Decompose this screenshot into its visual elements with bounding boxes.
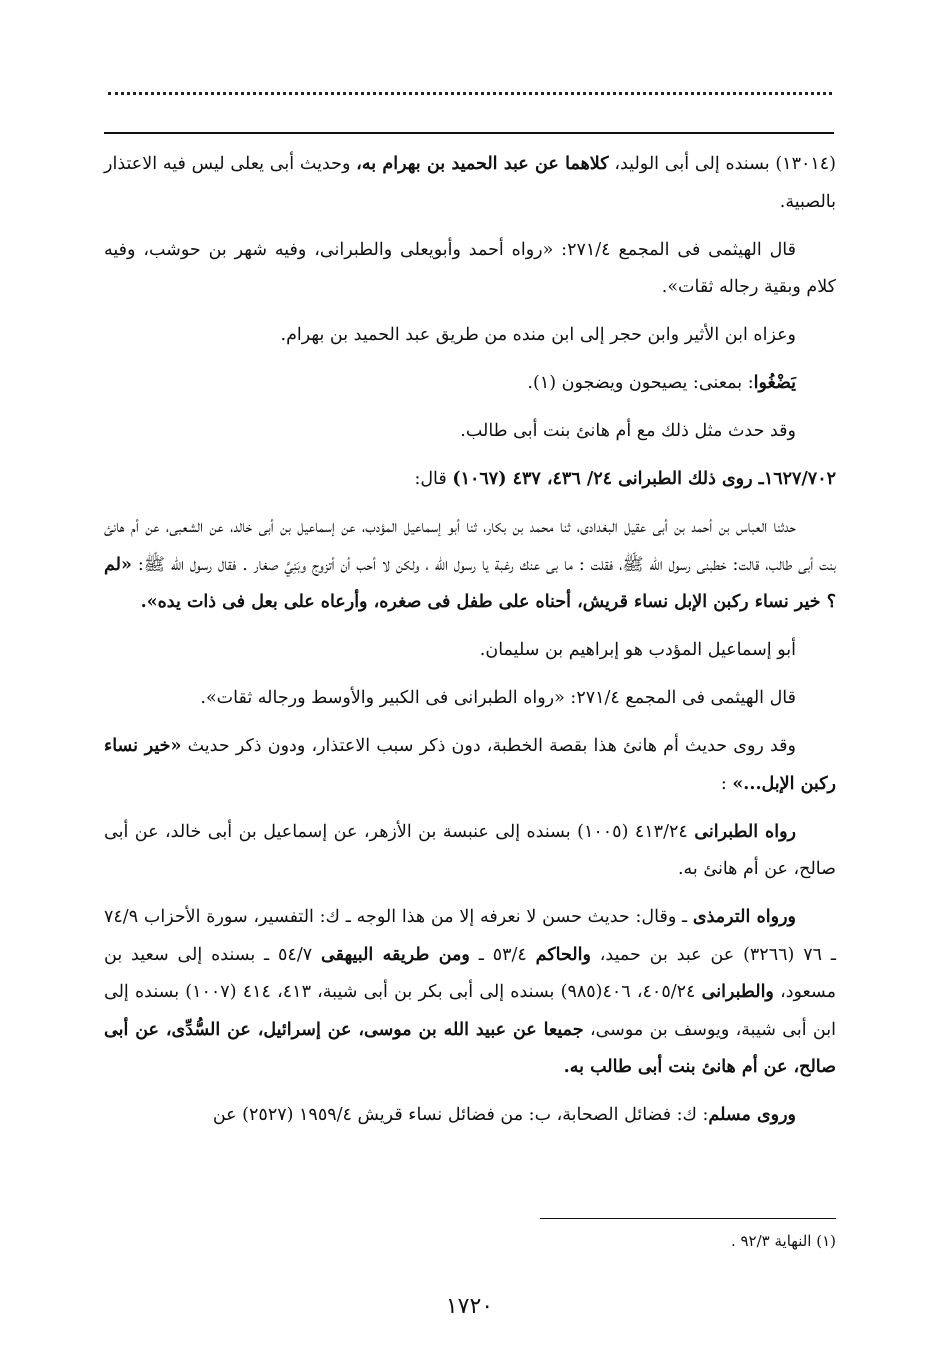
- bold-text: ورواه الترمذى: [692, 907, 796, 927]
- paragraph: [104, 680, 836, 718]
- paragraph: [104, 1097, 836, 1135]
- text-run: حدثنا العباس بن أحمد بن أبى عقيل البغدادى، ثنا محمد بن بكار، ثنا أبو إسماعيل المؤدب، عن إسماعيل بن أبى خالد، عن الشعبى، عن أم هانئ بنت أبى طالب، قالت: خطبنى رسول الله ﷺ، فقلت : ما بى عنك رغبة يا رسول الله ، ولكن لا أحب أن أتزوج وبَنِيَّ صغار . فقال رسول الله ﷺ:: [104, 517, 836, 575]
- paragraph: [104, 632, 836, 670]
- text-run: قال:: [414, 469, 453, 489]
- text-run: قال الهيثمى فى المجمع ٢٧١/٤: «رواه الطبرانى فى الكبير والأوسط ورجاله ثقات».: [200, 688, 796, 708]
- text-run: ـ وقال: حديث حسن لا نعرفه إلا من هذا الوجه ـ ك: التفسير، سورة الأحزاب ٧٤/٩ ـ ٧٦ (٣٢٦٦) عن عبد بن حميد،: [104, 907, 836, 965]
- paragraph: [104, 509, 836, 622]
- bold-text: رواه الطبرانى: [694, 821, 796, 842]
- text-run: ٤١٣/٢٤ (١٠٠٥) بسنده إلى عنبسة بن الأزهر، عن إسماعيل بن أبى خالد، عن أبى صالح، عن أم هانئ به.: [104, 821, 836, 879]
- bold-text: ١٦٢٧/٧٠٢ـ روى ذلك الطبرانى ٢٤/ ٤٣٦، ٤٣٧ (١٠٦٧): [452, 469, 836, 489]
- bold-text: يَضْغُوا: [753, 373, 796, 393]
- paragraph: [104, 899, 836, 1087]
- main-text: [104, 146, 836, 1145]
- bold-text: والحاكم: [535, 944, 591, 965]
- page-number: ١٧٢٠: [445, 1294, 494, 1319]
- bold-text: «خير نساء ركبن الإبل...»: [104, 736, 836, 794]
- text-run: (١٣٠١٤) بسنده إلى أبى الوليد،: [608, 154, 836, 174]
- footnote: (١) النهاية ٩٢/٣ .: [730, 1232, 836, 1250]
- text-run: ٤٠٥/٢٤، ٤٠٦(٩٨٥) بسنده إلى أبى بكر بن أبى شيبة، ٤١٣، ٤١٤ (١٠٠٧) بسنده إلى ابن أبى شيبة، ويوسف بن موسى،: [104, 982, 836, 1040]
- text-run: وقد حدث مثل ذلك مع أم هانئ بنت أبى طالب.: [460, 421, 796, 441]
- header-dotted-line: [108, 92, 832, 95]
- paragraph: [104, 317, 836, 355]
- footnote-rule: [540, 1218, 836, 1219]
- paragraph: [104, 365, 836, 403]
- paragraph: [104, 461, 836, 499]
- text-run: وعزاه ابن الأثير وابن حجر إلى ابن منده من طريق عبد الحميد بن بهرام.: [280, 325, 796, 345]
- bold-text: والطبرانى: [701, 982, 774, 1002]
- bold-text: ومن طريقه البيهقى: [321, 944, 470, 965]
- text-run: أبو إسماعيل المؤدب هو إبراهيم بن سليمان.: [479, 640, 796, 660]
- text-run: :: [720, 773, 733, 794]
- paragraph: [104, 413, 836, 451]
- paragraph: [104, 728, 836, 803]
- header-rule: [104, 132, 834, 134]
- bold-text: كلاهما عن عبد الحميد بن بهرام به،: [356, 154, 609, 174]
- text-run: ٥٤/٧ ـ بسنده إلى سعيد بن مسعود،: [104, 944, 836, 1002]
- bold-text: وروى مسلم: [708, 1105, 796, 1125]
- paragraph: [104, 146, 836, 221]
- text-run: ٥٣/٤ ـ: [469, 944, 536, 965]
- paragraph: [104, 814, 836, 889]
- text-run: : ك: فضائل الصحابة، ب: من فضائل نساء قريش ١٩٥٩/٤ (٢٥٢٧) عن: [212, 1105, 709, 1125]
- text-run: قال الهيثمى فى المجمع ٢٧١/٤: «رواه أحمد وأبويعلى والطبرانى، وفيه شهر بن حوشب، وفيه كلام وبقية رجاله ثقات».: [104, 239, 836, 297]
- text-run: : بمعنى: يصيحون ويضجون (١).: [527, 373, 754, 393]
- bold-text: «لم ؟ خير نساء ركبن الإبل نساء قريش، أحناه على طفل فى صغره، وأرعاه على بعل فى ذات يده».: [104, 554, 836, 612]
- bold-text: جميعا عن عبيد الله بن موسى، عن إسرائيل، عن السُّدِّى، عن أبى صالح، عن أم هانئ بنت أبى طالب به.: [104, 1019, 836, 1077]
- text-run: وقد روى حديث أم هانئ هذا بقصة الخطبة، دون ذكر سبب الاعتذار، ودون ذكر حديث: [181, 736, 797, 756]
- text-run: وحديث أبى يعلى ليس فيه الاعتذار بالصبية.: [104, 154, 836, 212]
- paragraph: [104, 232, 836, 307]
